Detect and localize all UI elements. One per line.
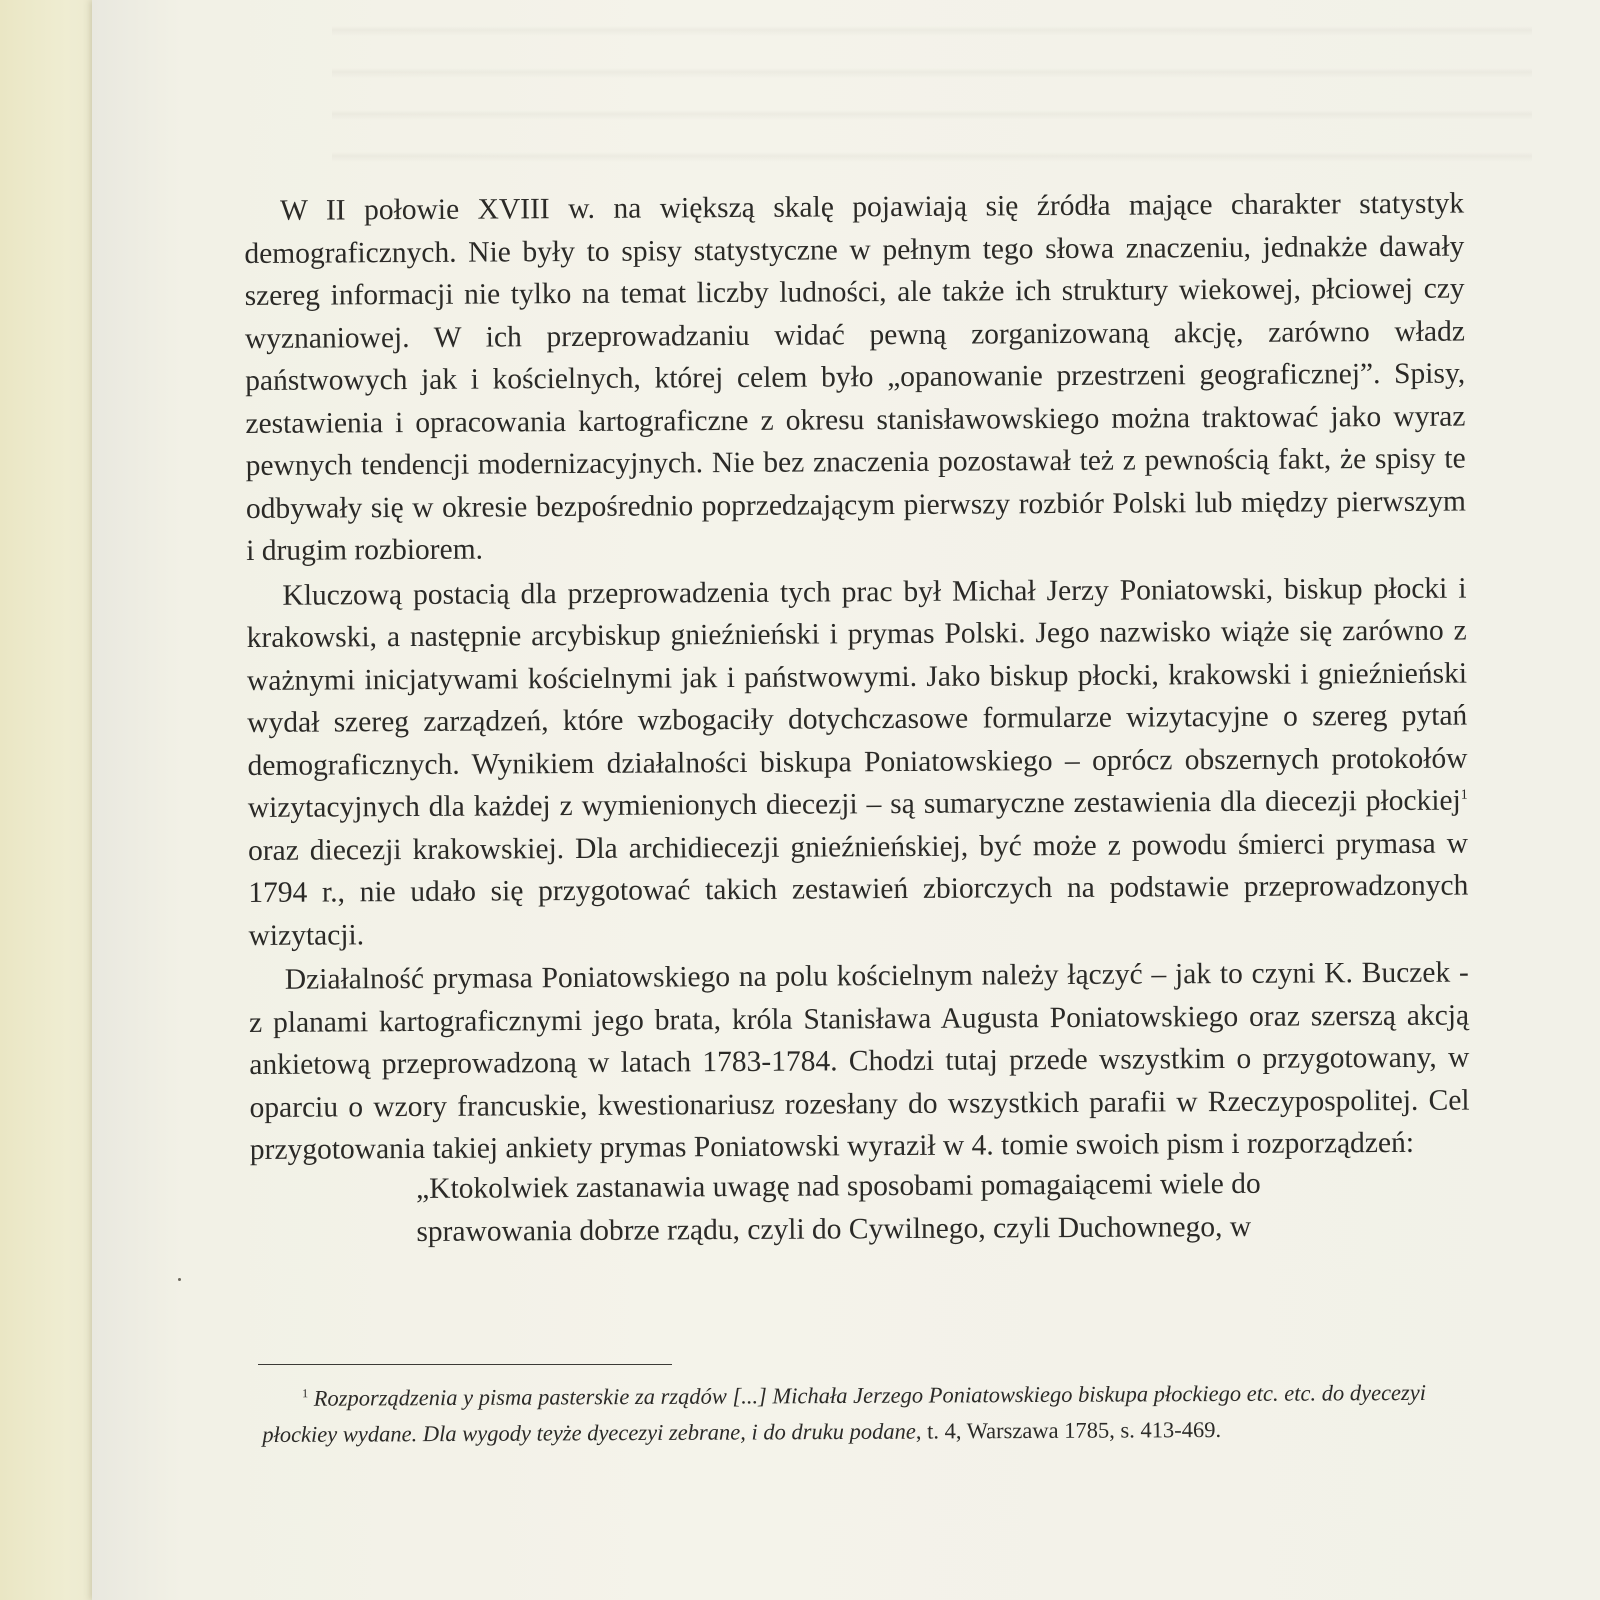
block-quote: [416, 1162, 1337, 1253]
footnote-title: Rozporządzenia y pisma pasterskie za rządów [...] Michała Jerzego Poniatowskiego biskupa płockiego etc. etc. do dyecezyi płockiey wydane. Dla wygody teyże dyecezyi zebrane, i do druku podane: [262, 1379, 1427, 1447]
footnote-details: , t. 4, Warszawa 1785, s. 413-469.: [915, 1416, 1222, 1444]
quote-line-1: „Ktokolwiek zastanawia uwagę nad sposobami pomagaiącemi wiele do: [416, 1167, 1261, 1205]
paragraph-2-text-after: oraz diecezji krakowskiej. Dla archidiecezji gnieźnieńskiej, być może z powodu śmierci prymasa w 1794 r., nie udało się przygotować takich zestawień zbiorczych na podstawie przeprowadzonych wizytacji.: [247, 827, 1469, 952]
paragraph-3: Działalność prymasa Poniatowskiego na polu kościelnym należy łączyć – jak to czyni K. Buczek - z planami kartograficznymi jego brata, króla Stanisława Augusta Poniatowskiego oraz szerszą akcją ankietową przeprowadzoną w latach 1783-1784. Chodzi tutaj przede wszystkim o przygotowany, w oparciu o wzory francuskie, kwestionariusz rozesłany do wszystkich parafii w Rzeczypospolitej. Cel przygotowania takiej ankiety prymas Poniatowski wyraził w 4. tomie swoich pism i rozporządzeń:: [248, 956, 1470, 1166]
show-through-text: [332, 0, 1532, 170]
footnote-separator: [258, 1364, 672, 1365]
page-speck: [178, 1278, 181, 1281]
footnote: [262, 1375, 1500, 1453]
main-text: [244, 183, 1470, 1172]
quote-line-2: sprawowania dobrze rządu, czyli do Cywilnego, czyli Duchownego, w: [416, 1210, 1252, 1248]
book-gutter: [0, 0, 96, 1600]
paragraph-2: [246, 567, 1468, 957]
footnote-number: 1: [302, 1386, 309, 1401]
paragraph-1: W II połowie XVIII w. na większą skalę pojawiają się źródła mające charakter statystyk demograficznych. Nie były to spisy statystyczne w pełnym tego słowa znaczeniu, jednakże dawały szereg informacji nie tylko na temat liczby ludności, ale także ich struktury wiekowej, płciowej czy wyznaniowej. W ich przeprowadzaniu widać pewną zorganizowaną akcję, zarówno władz państwowych jak i kościelnych, której celem było „opanowanie przestrzeni geograficznej”. Spisy, zestawienia i opracowania kartograficzne z okresu stanisławowskiego można traktować jako wyraz pewnych tendencji modernizacyjnych. Nie bez znaczenia pozostawał też z pewnością fakt, że spisy te odbywały się w okresie bezpośrednio poprzedzającym pierwszy rozbiór Polski lub między pierwszym i drugim rozbiorem.: [244, 187, 1467, 567]
footnote-reference: 1: [1460, 787, 1468, 803]
paragraph-2-text-before: Kluczową postacią dla przeprowadzenia tych prac był Michał Jerzy Poniatowski, biskup płocki i krakowski, a następnie arcybiskup gnieźnieński i prymas Polski. Jego nazwisko wiąże się zarówno z ważnymi inicjatywami kościelnymi jak i państwowymi. Jako biskup płocki, krakowski i gnieźnieński wydał szereg zarządzeń, które wzbogaciły dotychczasowe formularze wizytacyjne o szereg pytań demograficznych. Wynikiem działalności biskupa Poniatowskiego – oprócz obszernych protokołów wizytacyjnych dla każdej z wymienionych diecezji – są sumaryczne zestawienia dla diecezji płockiej: [246, 572, 1468, 824]
